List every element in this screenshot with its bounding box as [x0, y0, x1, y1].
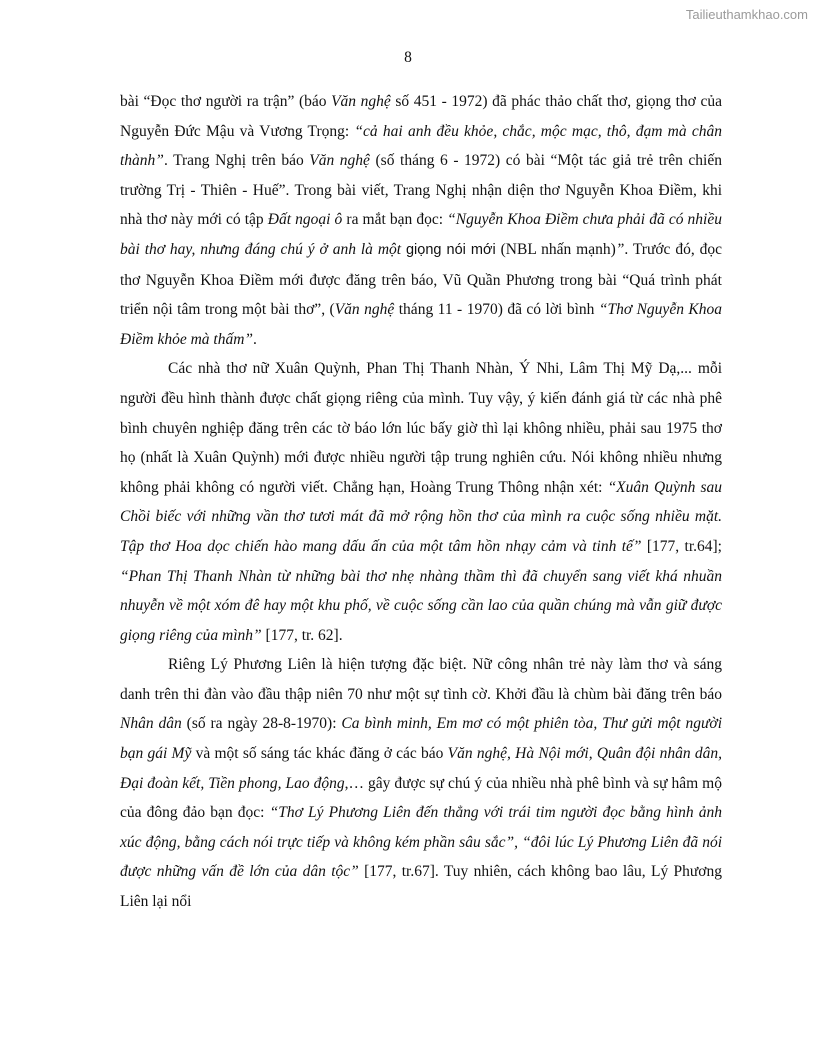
quote-run: “Thơ Nguyễn Khoa Điềm khỏe mà thấm” — [120, 301, 723, 348]
italic-run: Ca bình minh, Em mơ có một phiên tòa, Thư gửi một người bạn gái Mỹ — [120, 715, 723, 763]
quote-run: “Nguyễn Khoa Điềm chưa phải đã có nhiều bài thơ hay, nhưng đáng chú ý ở anh là một — [120, 211, 722, 258]
emphasis-run: giọng nói mới — [405, 241, 496, 258]
text-run: ra mắt bạn đọc: — [342, 211, 448, 229]
document-body — [120, 87, 722, 917]
text-run: [177, tr. 62]. — [261, 626, 343, 644]
italic-run: Đất ngoại ô — [267, 211, 343, 229]
paragraph-1 — [120, 87, 722, 354]
text-run: Các nhà thơ nữ Xuân Quỳnh, Phan Thị Thanh Nhàn, Ý Nhi, Lâm Thị Mỹ Dạ,... mỗi người đều hình thành được chất giọng riêng của mình. Tuy vậy, ý kiến đánh giá từ các nhà phê bình chuyên nghiệp đăng trên các tờ báo lớn lúc bấy giờ thì lại không nhiều, phải sau 1975 thơ họ (nhất là Xuân Quỳnh) mới được nhiều người tập trung nghiên cứu. Nói không nhiều nhưng không phải không có người viết. Chẳng hạn, Hoàng Trung Thông nhận xét: — [120, 360, 722, 496]
page-number: 8 — [404, 49, 412, 66]
text-run: (số tháng 6 - 1972) có bài “Một tác giả trẻ trên chiến trường Trị - Thiên - Huế”. Trong bài viết, Trang Nghị nhận diện thơ Nguyễn Khoa Điềm, khi nhà thơ này mới có tập — [120, 152, 722, 229]
text-run: và một số sáng tác khác đăng ở các báo — [191, 745, 448, 763]
quote-run: “cả hai anh đều khỏe, chắc, mộc mạc, thô, đạm mà chân thành” — [120, 122, 722, 170]
text-run: . — [253, 330, 257, 348]
quote-run: ” — [615, 240, 625, 258]
quote-run: “Thơ Lý Phương Liên đến thẳng với trái tim người đọc bằng hình ảnh xúc động, bằng cách nói trực tiếp và không kém phần sâu sắc”, “đôi lúc Lý Phương Liên đã nói được những vấn đề lớn của dân tộc” — [120, 804, 722, 881]
quote-run: “Xuân Quỳnh sau Chồi biếc với những vần thơ tươi mát đã mở rộng hồn thơ của mình ra cuộc sống nhiều mặt. Tập thơ Hoa dọc chiến hào mang dấu ấn của một tâm hồn nhạy cảm và tinh tế” — [120, 478, 722, 555]
text-run: [177, tr.67]. Tuy nhiên, cách không bao lâu, Lý Phương Liên lại nổi — [120, 863, 723, 911]
text-run: Riêng Lý Phương Liên là hiện tượng đặc biệt. Nữ công nhân trẻ này làm thơ và sáng danh trên thi đàn vào đầu thập niên 70 như một sự tình cờ. Khởi đầu là chùm bài đăng trên báo — [120, 656, 722, 703]
text-run: tháng 11 - 1970) đã có lời bình — [394, 301, 599, 319]
italic-run: Văn nghệ — [309, 152, 370, 170]
text-run: bài “Đọc thơ người ra trận” (báo — [120, 93, 332, 110]
italic-run: Văn nghệ — [334, 301, 395, 319]
paragraph-2 — [120, 354, 722, 650]
italic-run: Văn nghệ, Hà Nội mới, Quân đội nhân dân, Đại đoàn kết, Tiền phong, Lao động — [120, 745, 722, 792]
italic-run: Văn nghệ — [331, 93, 391, 110]
text-run: (NBL nhấn mạnh) — [495, 240, 616, 258]
text-run: ,… gây được sự chú ý của nhiều nhà phê bình và sự hâm mộ của đông đảo bạn đọc: — [120, 774, 722, 822]
text-run: [177, tr.64]; — [641, 537, 722, 555]
text-run: số 451 - 1972) đã phác thảo chất thơ, giọng thơ của Nguyễn Đức Mậu và Vương Trọng: — [120, 93, 722, 140]
text-run: . Trước đó, đọc thơ Nguyễn Khoa Điềm mới được đăng trên báo, Vũ Quần Phương trong bài “Quá trình phát triển nội tâm trong một bài thơ”, ( — [120, 240, 722, 319]
text-run: . Trang Nghị trên báo — [163, 152, 310, 170]
text-run: (số ra ngày 28-8-1970): — [181, 715, 342, 733]
quote-run: “Phan Thị Thanh Nhàn từ những bài thơ nhẹ nhàng thầm thì đã chuyển sang viết khá nhuần nhuyễn về một xóm đê hay một khu phố, về cuộc sống cần lao của quần chúng mà vẫn giữ được giọng riêng của mình” — [120, 567, 722, 644]
italic-run: Nhân dân — [120, 715, 182, 733]
paragraph-3 — [120, 650, 722, 916]
watermark-text: Tailieuthamkhao.com — [685, 7, 808, 22]
